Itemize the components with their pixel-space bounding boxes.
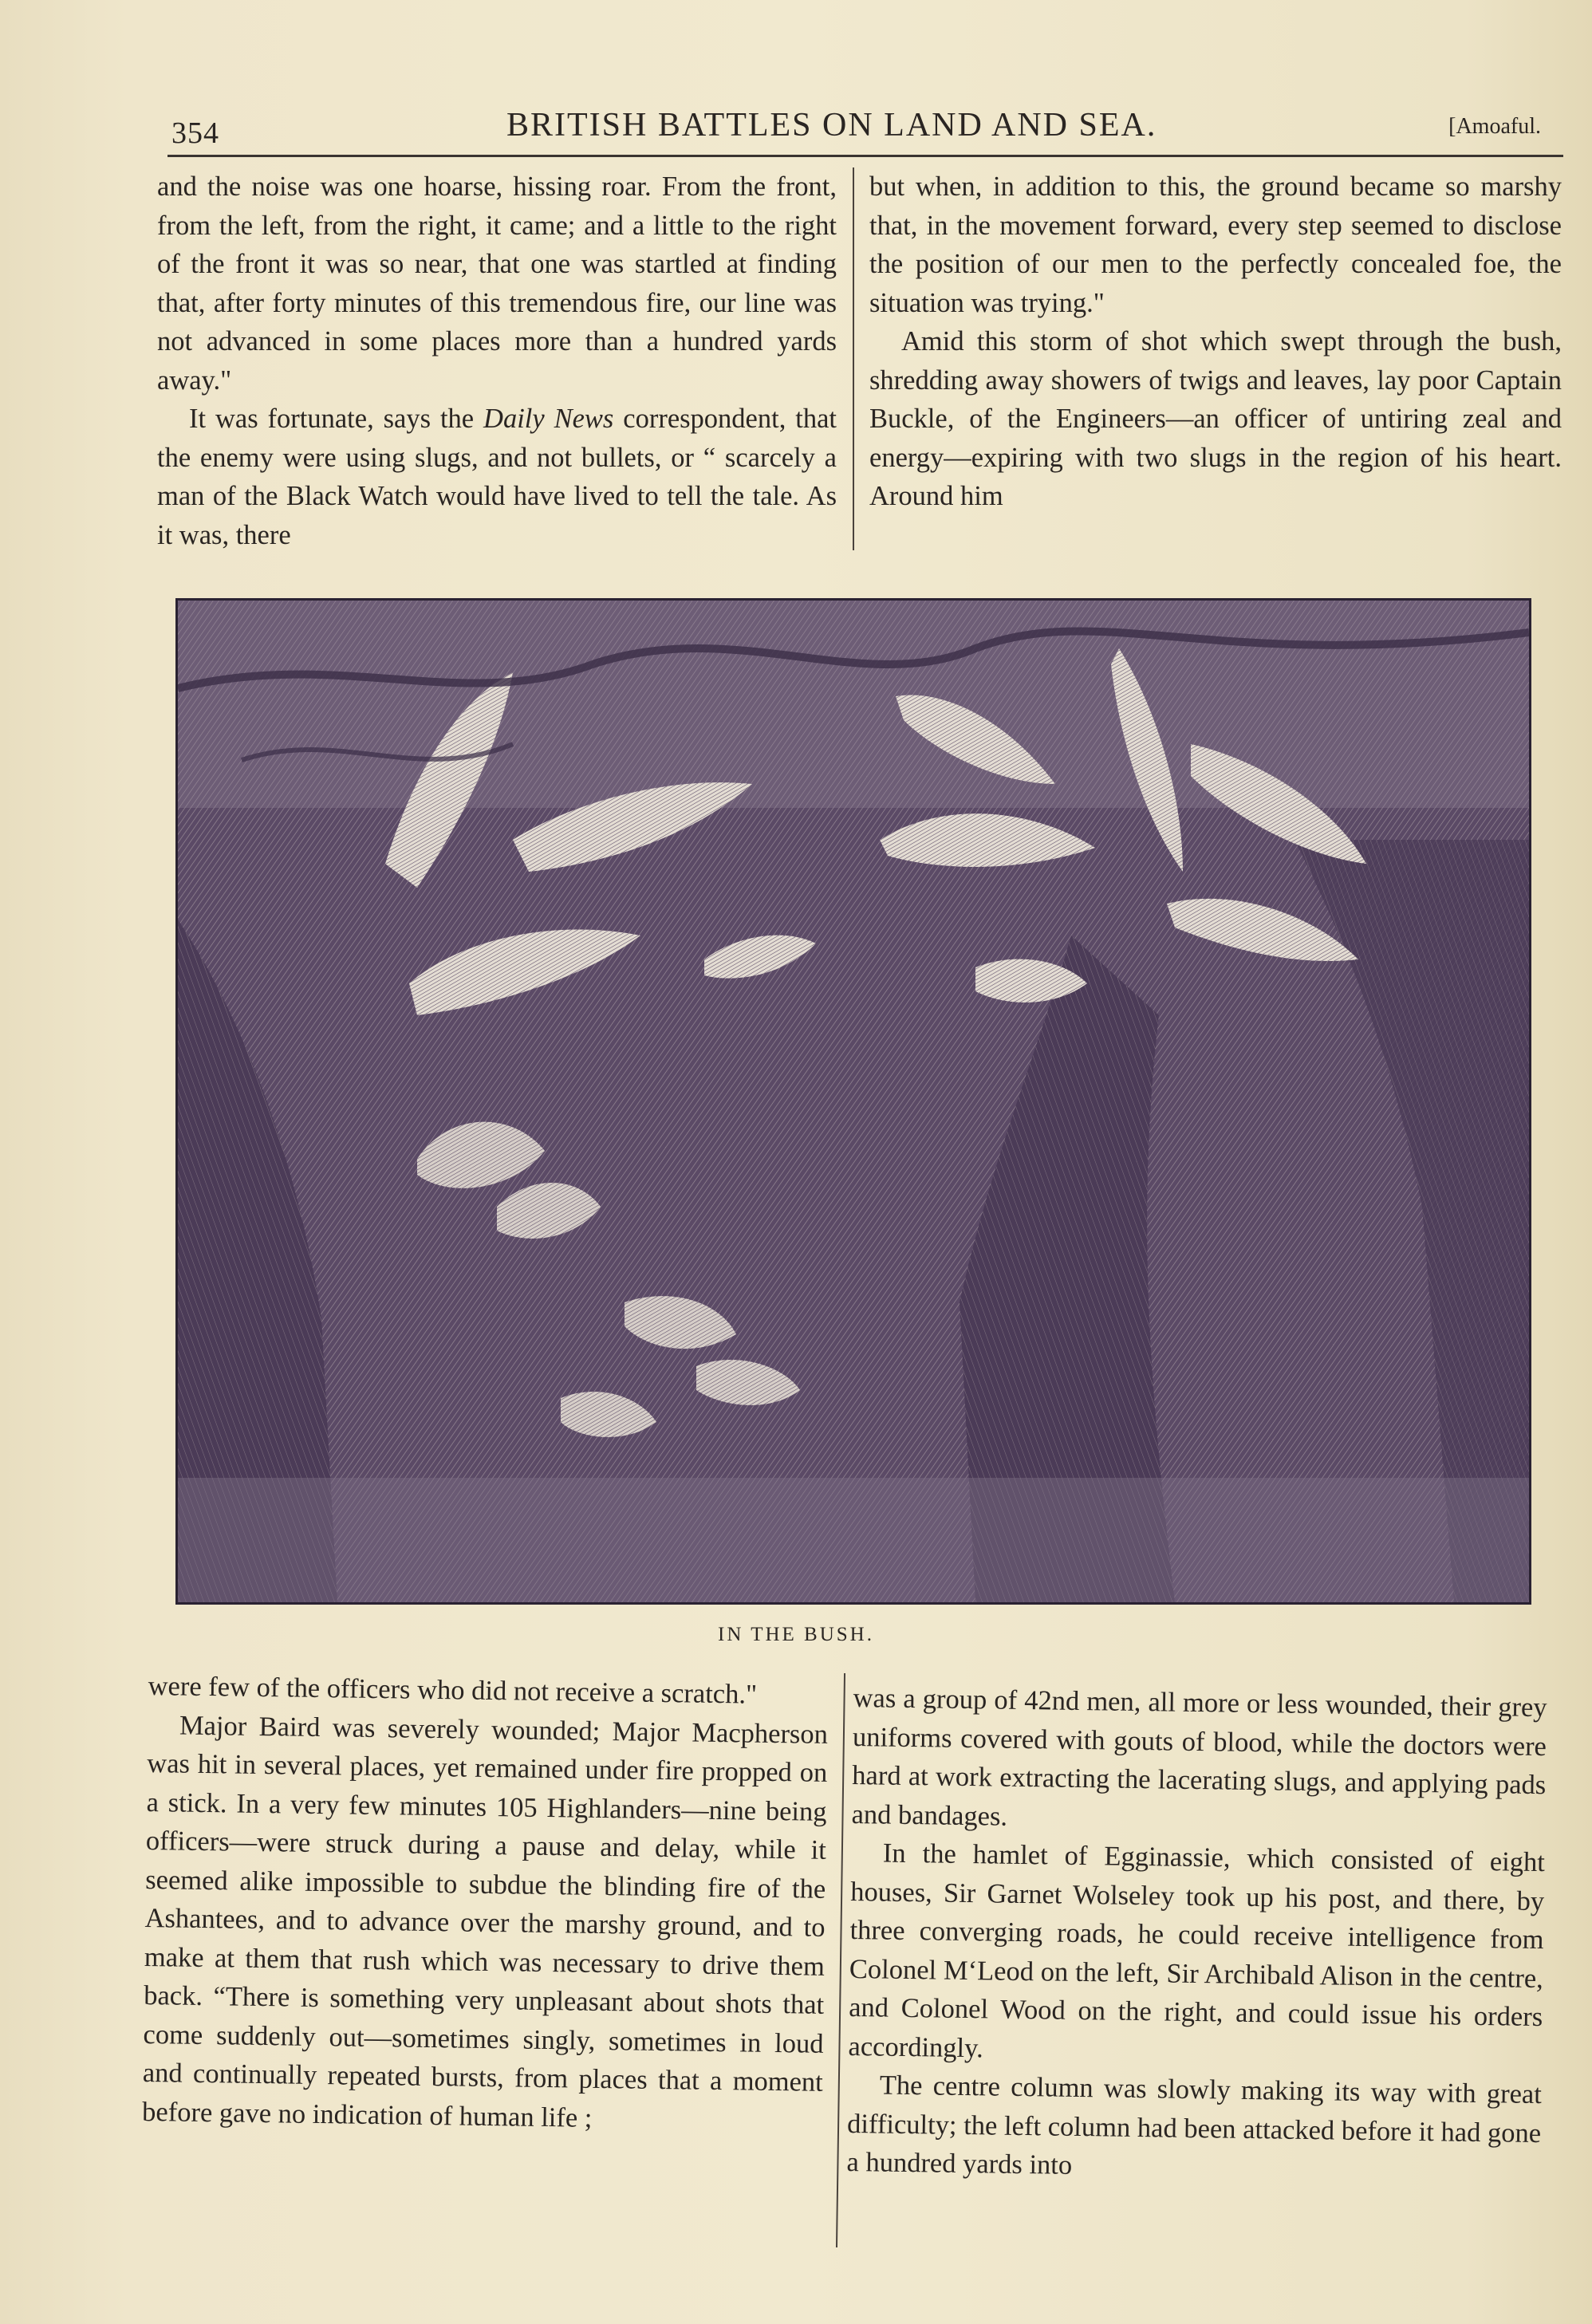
jungle-engraving: [175, 598, 1531, 1605]
paragraph: Amid this storm of shot which swept through the bush, shredding away showers of twigs and leaves, lay poor Captain Buckle, of the Engineers—an officer of untiring zeal and energy—expiring with two slugs in the region of his heart. Around him: [869, 326, 1562, 511]
column-divider: [836, 1673, 845, 2247]
newspaper-title: Daily News: [483, 404, 614, 434]
column-divider: [853, 167, 854, 550]
paragraph: In the hamlet of Egginassie, which consisted of eight houses, Sir Garnet Wolseley took up his post, and there, by three converging roads, he could receive intelligence from Colonel M‘Leod on the left, Sir Archibald Alison in the centre, and Colonel Wood on the right, and could issue his orders accordingly.: [848, 1838, 1546, 2063]
illustration-caption: IN THE BUSH.: [718, 1624, 874, 1645]
paragraph: and the noise was one hoarse, hissing roar. From the front, from the left, from the right, it came; and a little to the right of the front it was so near, that one was startled at finding that, after forty minutes of this tremendous fire, our line was not advanced in some places more than a hundred yards away.": [157, 171, 837, 396]
running-title: BRITISH BATTLES ON LAND AND SEA.: [506, 107, 1157, 144]
top-right-column: [869, 167, 1562, 554]
header-rule: [167, 155, 1563, 157]
paragraph: [157, 400, 837, 554]
paragraph: Major Baird was severely wounded; Major Macpherson was hit in several places, yet remained under fire propped on a stick. In a very few minutes 105 Highlanders—nine being officers—were struck during a pause and delay, while it seemed alike impossible to subdue the blinding fire of the Ashantees, and to advance over the marshy ground, and to make at them that rush which was necessary to drive them back. “There is something very unpleasant about shots that come suddenly out—sometimes singly, sometimes in loud and continually repeated bursts, from places that a moment before gave no indication of human life ;: [141, 1710, 829, 2133]
top-left-column: [157, 167, 837, 554]
paragraph: but when, in addition to this, the ground became so marshy that, in the movement forward, every step seemed to disclose the position of our men to the perfectly concealed foe, the situation was trying.": [869, 171, 1562, 318]
section-reference: [Amoaful.: [1448, 114, 1541, 139]
bottom-right-column: [845, 1679, 1547, 2283]
bottom-left-column: [140, 1667, 829, 2251]
page-header: [156, 100, 1561, 156]
engraving-image: [178, 601, 1529, 1602]
paragraph: was a group of 42nd men, all more or less wounded, their grey uniforms covered with gouts of blood, while the doctors were hard at work extracting the lacerating slugs, and applying pads and bandages.: [851, 1682, 1547, 1832]
paragraph: The centre column was slowly making its way with great difficulty; the left column had been attacked before it had gone a hundred yards into: [846, 2070, 1543, 2180]
text-run: correspondent, that the enemy were using slugs, and not bullets, or “ scarcely a man of the Black Watch would have lived to tell the tale. As it was, there: [157, 404, 837, 550]
text-run: It was fortunate, says the: [189, 404, 484, 434]
paragraph: were few of the officers who did not receive a scratch.": [148, 1670, 758, 1710]
page-number: 354: [171, 116, 219, 150]
